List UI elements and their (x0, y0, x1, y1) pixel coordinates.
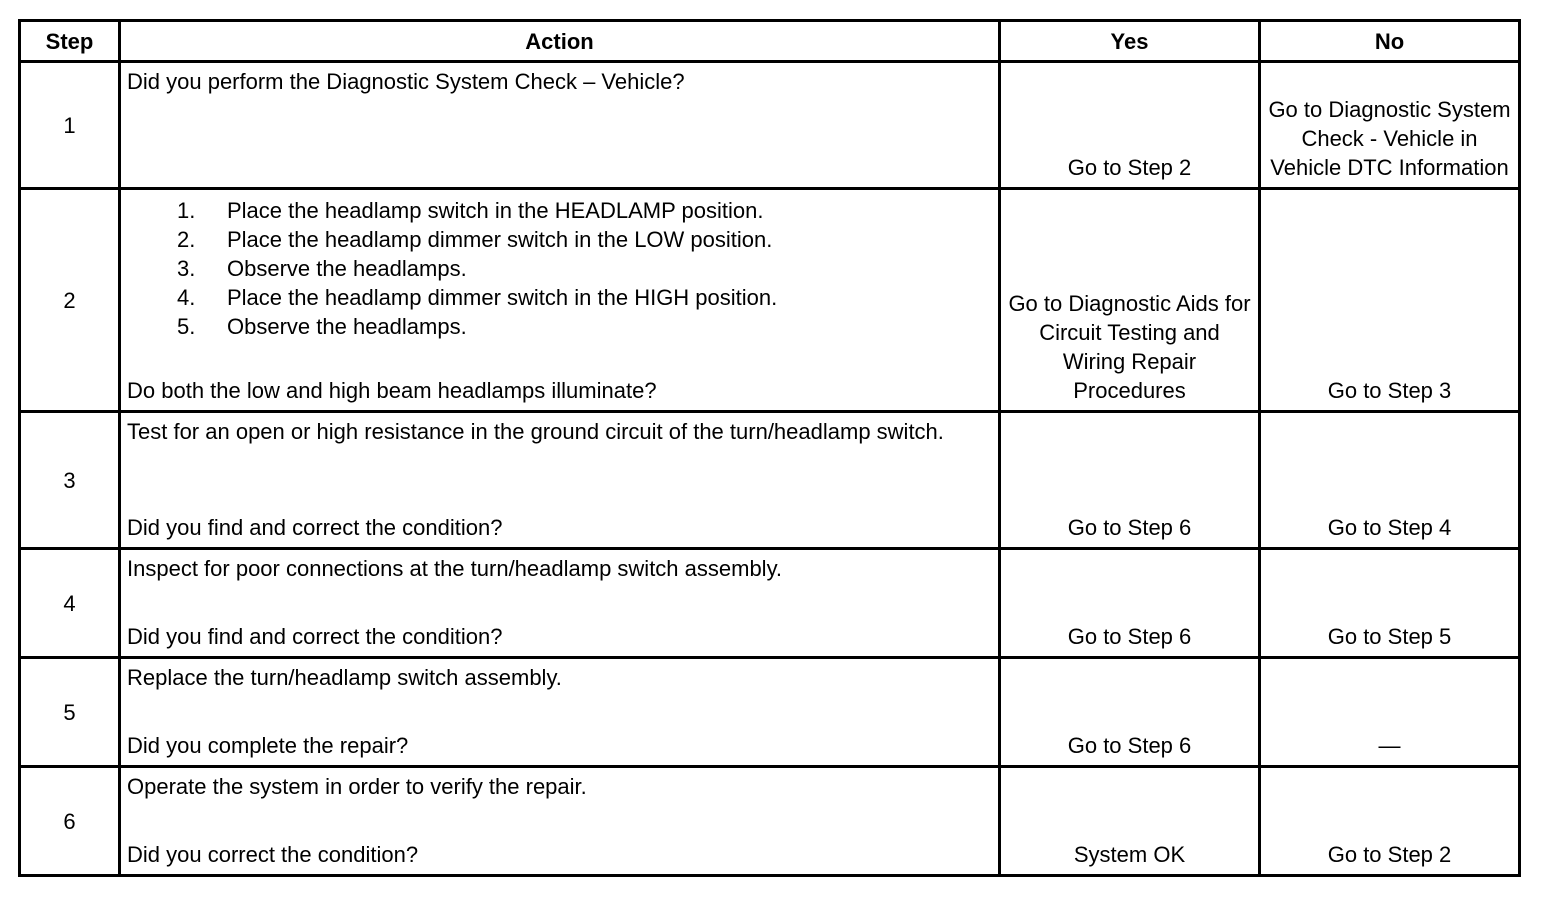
action-cell (120, 658, 1000, 767)
action-step-list (127, 194, 992, 341)
no-cell (1260, 767, 1520, 876)
no-result: Go to Step 3 (1327, 378, 1452, 403)
no-result: Go to Diagnostic System Check - Vehicle in Vehicle DTC Information (1268, 97, 1511, 180)
step-number: 4 (20, 549, 120, 658)
list-item (177, 254, 992, 283)
no-result: — (1378, 733, 1401, 758)
step-number: 2 (20, 189, 120, 412)
action-question: Did you find and correct the condition? (127, 515, 503, 540)
list-item-text: Place the headlamp dimmer switch in the HIGH position. (227, 285, 778, 310)
list-item-number: 1. (177, 198, 196, 223)
list-item-number: 5. (177, 314, 196, 339)
table-row (20, 549, 1520, 658)
yes-cell (1000, 549, 1260, 658)
list-item (177, 225, 992, 254)
diagnostic-table (18, 19, 1521, 877)
list-item-text: Observe the headlamps. (227, 314, 467, 339)
action-cell (120, 189, 1000, 412)
step-number: 5 (20, 658, 120, 767)
action-question: Do both the low and high beam headlamps illuminate? (127, 378, 657, 403)
action-question: Did you find and correct the condition? (127, 624, 503, 649)
list-item-number: 2. (177, 227, 196, 252)
yes-result: Go to Step 6 (1067, 733, 1192, 758)
table-row (20, 62, 1520, 189)
action-question: Did you correct the condition? (127, 842, 419, 867)
no-cell (1260, 658, 1520, 767)
step-number: 3 (20, 412, 120, 549)
yes-cell (1000, 412, 1260, 549)
action-text: Test for an open or high resistance in the ground circuit of the turn/headlamp switch. (127, 419, 944, 444)
header-step: Step (20, 21, 120, 62)
list-item-text: Place the headlamp switch in the HEADLAMP position. (227, 198, 764, 223)
action-question: Did you complete the repair? (127, 733, 409, 758)
no-result: Go to Step 2 (1327, 842, 1452, 867)
header-action: Action (120, 21, 1000, 62)
yes-result: Go to Diagnostic Aids for Circuit Testing and Wiring Repair Procedures (1008, 291, 1251, 403)
yes-cell (1000, 62, 1260, 189)
table-row (20, 189, 1520, 412)
list-item (177, 196, 992, 225)
list-item-text: Place the headlamp dimmer switch in the LOW position. (227, 227, 773, 252)
action-cell (120, 549, 1000, 658)
action-text: Did you perform the Diagnostic System Check – Vehicle? (127, 69, 685, 94)
no-cell (1260, 549, 1520, 658)
yes-result: Go to Step 6 (1067, 515, 1192, 540)
action-cell (120, 412, 1000, 549)
table-row (20, 767, 1520, 876)
action-cell (120, 62, 1000, 189)
yes-result: Go to Step 6 (1067, 624, 1192, 649)
step-number: 1 (20, 62, 120, 189)
yes-cell (1000, 767, 1260, 876)
action-text: Replace the turn/headlamp switch assembly. (127, 665, 562, 690)
yes-cell (1000, 189, 1260, 412)
no-result: Go to Step 5 (1327, 624, 1452, 649)
action-text: Inspect for poor connections at the turn/headlamp switch assembly. (127, 556, 783, 581)
yes-result: Go to Step 2 (1067, 155, 1192, 180)
header-no: No (1260, 21, 1520, 62)
list-item-number: 3. (177, 256, 196, 281)
step-number: 6 (20, 767, 120, 876)
table-row (20, 658, 1520, 767)
no-result: Go to Step 4 (1327, 515, 1452, 540)
no-cell (1260, 189, 1520, 412)
table-header-row (20, 21, 1520, 62)
list-item-number: 4. (177, 285, 196, 310)
no-cell (1260, 412, 1520, 549)
list-item-text: Observe the headlamps. (227, 256, 467, 281)
list-item (177, 283, 992, 312)
action-text: Operate the system in order to verify the repair. (127, 774, 587, 799)
list-item (177, 312, 992, 341)
yes-result: System OK (1073, 842, 1186, 867)
table-row (20, 412, 1520, 549)
yes-cell (1000, 658, 1260, 767)
no-cell (1260, 62, 1520, 189)
action-cell (120, 767, 1000, 876)
header-yes: Yes (1000, 21, 1260, 62)
